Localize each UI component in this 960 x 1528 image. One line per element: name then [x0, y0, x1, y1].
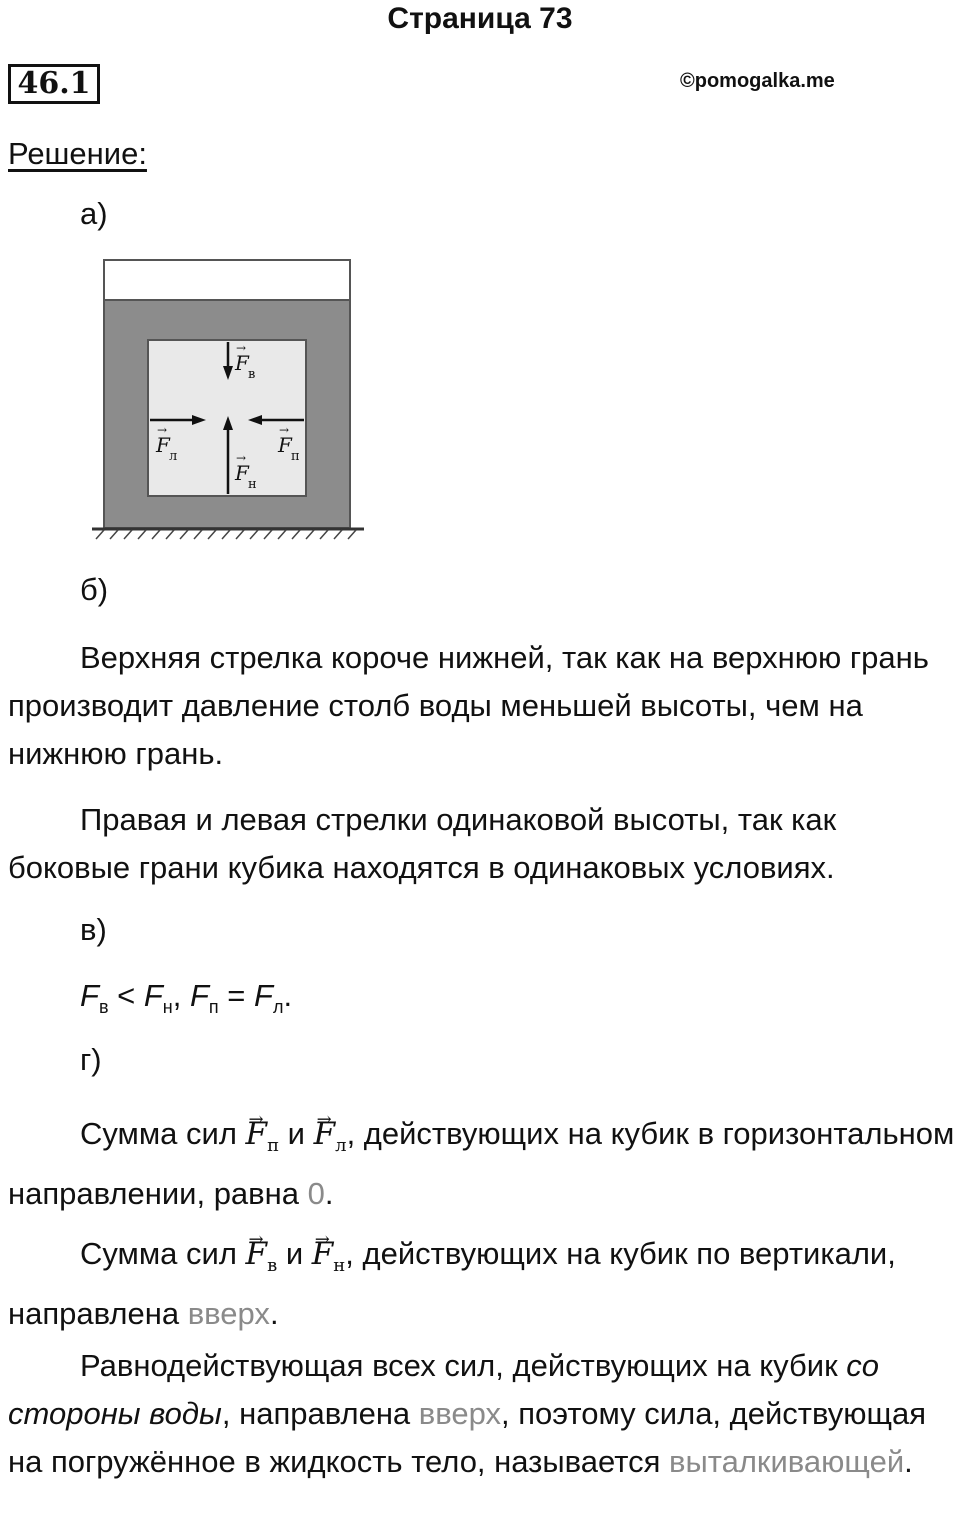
answer-zero: 0	[307, 1176, 325, 1212]
svg-text:→: →	[279, 423, 290, 437]
solution-label: Решение:	[8, 136, 147, 171]
paragraph-b2: Правая и левая стрелки одинаковой высоты, так как боковые грани кубика находятся в одинаковых условиях.	[8, 802, 837, 885]
svg-text:→: →	[236, 341, 247, 355]
label-f-top: F	[235, 351, 249, 375]
paragraph-g3: Равнодействующая всех сил, действующих на кубик со стороны воды, направлена вверх, поэтому сила, действующая на погружённое в жидкость тело, называется выталкивающей.	[8, 1348, 927, 1479]
label-sub-bottom: н	[248, 477, 257, 492]
part-b-label: б)	[80, 572, 109, 607]
cube-in-water-figure	[82, 254, 382, 544]
label-f-left: F	[156, 433, 170, 457]
label-f-right: F	[278, 433, 292, 457]
air-gap	[104, 260, 350, 300]
vector-f-n: → $F_н$	[312, 1230, 346, 1290]
label-sub-top: в	[248, 367, 256, 382]
answer-buoyant: выталкивающей	[669, 1444, 905, 1479]
paragraph-b1: Верхняя стрелка короче нижней, так как на верхнюю грань производит давление столб воды меньшей высоты, чем на нижнюю грань.	[8, 640, 929, 771]
vector-f-l: → $F_л$	[314, 1110, 347, 1170]
task-number: 46.1	[8, 64, 100, 104]
label-sub-left: л	[169, 449, 178, 464]
svg-text:→: →	[157, 423, 168, 437]
label-sub-right: п	[291, 449, 300, 464]
paragraph-g1: Сумма сил → $F_п$ $и \to F_л$, действующих на кубик в горизонтальном направлении, равна 0.	[8, 1110, 958, 1218]
answer-up: вверх	[187, 1296, 270, 1332]
label-f-bottom: F	[235, 461, 249, 485]
vector-f-v: → $F_в$	[246, 1230, 278, 1290]
answer-up-2: вверх	[418, 1396, 502, 1431]
svg-text:→: →	[236, 451, 247, 465]
page-title: Страница 73	[387, 2, 573, 35]
vector-f-p: → $F_п$	[246, 1110, 280, 1170]
force-comparison-formula: $F_в < F_н$, $F_п = F_л$.	[80, 978, 293, 1018]
paragraph-g2: Сумма сил → $F_в$ $и \to F_н$, действующих на кубик по вертикали, направлена вверх.	[8, 1230, 958, 1338]
part-v-label: в)	[80, 912, 107, 947]
copyright-text: ©pomogalka.me	[680, 70, 835, 92]
part-g-label: г)	[80, 1042, 102, 1077]
part-a-label: а)	[80, 196, 108, 231]
ground-hatching	[96, 530, 356, 539]
